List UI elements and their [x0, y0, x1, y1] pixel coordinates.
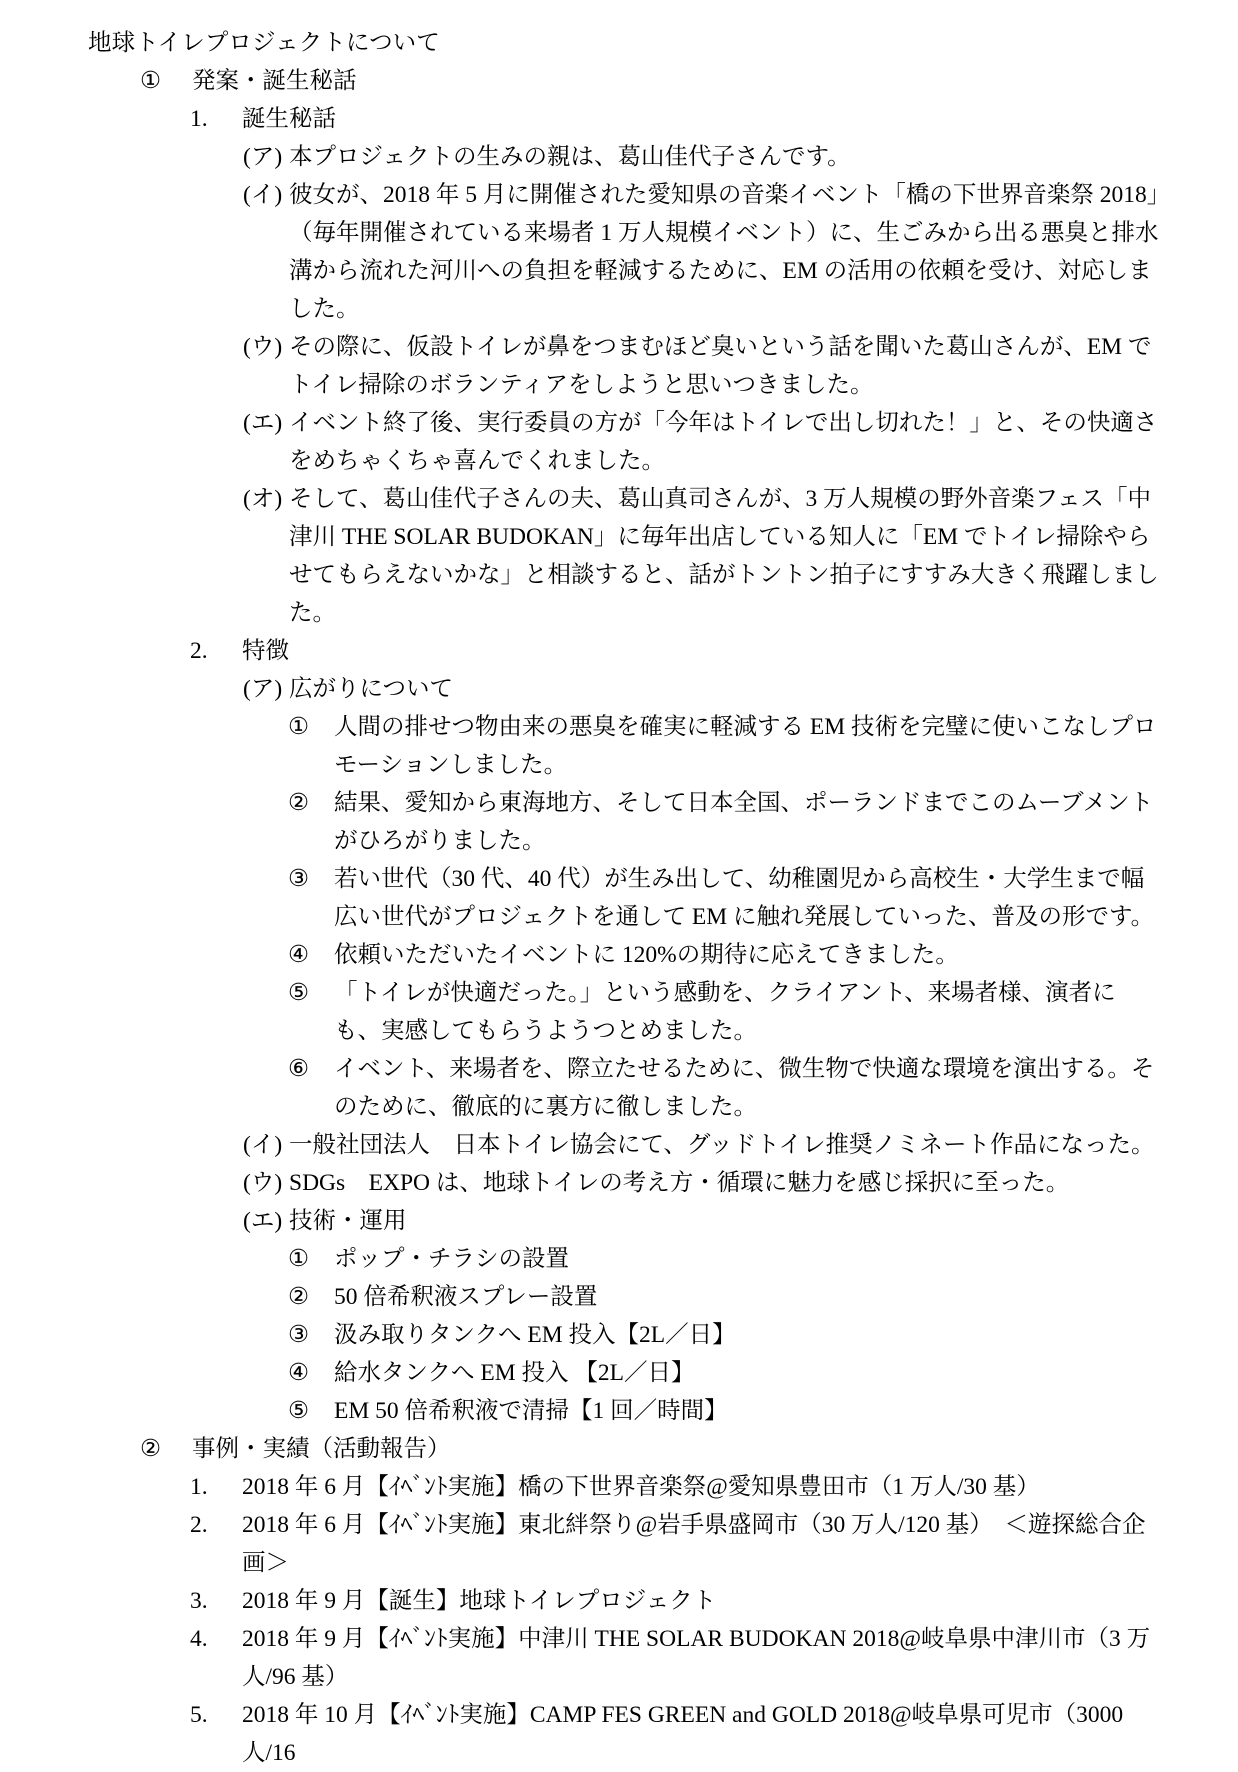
list-item — [0, 1202, 1238, 1240]
record-item — [0, 1468, 1238, 1506]
list-item — [0, 1126, 1238, 1164]
sub-list-item — [0, 1354, 1238, 1392]
subitem-marker: ⑤ — [288, 1398, 310, 1424]
list-item — [0, 176, 1238, 328]
subitem-text: 50 倍希釈液スプレー設置 — [334, 1284, 598, 1310]
subitem-marker: ① — [288, 1246, 310, 1272]
item-text: 一般社団法人 日本トイレ協会にて、グッドトイレ推奨ノミネート作品になった。 — [289, 1132, 1155, 1158]
subitem-text: 結果、愛知から東海地方、そして日本全国、ポーランドまでこのムーブメントがひろがりました。 — [334, 790, 1154, 854]
subitem-marker: ③ — [288, 866, 310, 892]
record-text: 2018 年 9 月【誕生】地球トイレプロジェクト — [242, 1588, 717, 1614]
subitem-text: 依頼いただいたイベントに 120%の期待に応えてきました。 — [334, 942, 959, 968]
list-item — [0, 328, 1238, 404]
document-title: 地球トイレプロジェクトについて — [88, 30, 440, 56]
subitem-marker: ② — [288, 1284, 310, 1310]
list-item — [0, 670, 1238, 708]
section-marker: ① — [140, 68, 162, 94]
record-item — [0, 1506, 1238, 1582]
item-marker: (ア) — [243, 676, 283, 702]
subitem-text: 人間の排せつ物由来の悪臭を確実に軽減する EM 技術を完璧に使いこなしプロモーションしました。 — [334, 714, 1157, 778]
record-text: 2018 年 6 月【ｲﾍﾞﾝﾄ実施】橋の下世界音楽祭@愛知県豊田市（1 万人/30 基） — [242, 1474, 1040, 1500]
subitem-text: EM 50 倍希釈液で清掃【1 回／時間】 — [334, 1398, 728, 1424]
record-item — [0, 1696, 1238, 1772]
sub-list-item — [0, 708, 1238, 784]
sub-list-item — [0, 860, 1238, 936]
sub-list-item — [0, 1278, 1238, 1316]
subsection-marker: 2. — [190, 638, 208, 664]
item-marker: (エ) — [243, 410, 283, 436]
record-marker: 3. — [190, 1588, 208, 1614]
subsection-heading — [0, 632, 1238, 670]
subsection-heading-text: 特徴 — [242, 638, 289, 664]
item-marker: (ア) — [243, 144, 283, 170]
item-marker: (ウ) — [243, 334, 283, 360]
item-text: 技術・運用 — [289, 1208, 407, 1234]
record-marker: 5. — [190, 1702, 208, 1728]
sub-list-item — [0, 974, 1238, 1050]
item-marker: (イ) — [243, 1132, 283, 1158]
subitem-marker: ① — [288, 714, 310, 740]
section-heading-text: 発案・誕生秘話 — [192, 68, 357, 94]
sub-list-item — [0, 1316, 1238, 1354]
sub-list-item — [0, 1050, 1238, 1126]
item-text: その際に、仮設トイレが鼻をつまむほど臭いという話を聞いた葛山さんが、EM でトイレ掃除のボランティアをしようと思いつきました。 — [289, 334, 1152, 398]
subitem-text: 若い世代（30 代、40 代）が生み出して、幼稚園児から高校生・大学生まで幅広い世代がプロジェクトを通して EM に触れ発展していった、普及の形です。 — [334, 866, 1155, 930]
list-item — [0, 138, 1238, 176]
subitem-marker: ⑤ — [288, 980, 310, 1006]
item-text: イベント終了後、実行委員の方が「今年はトイレで出し切れた！」と、その快適さをめちゃくちゃ喜んでくれました。 — [289, 410, 1158, 474]
subitem-marker: ② — [288, 790, 310, 816]
subitem-marker: ④ — [288, 1360, 310, 1386]
item-text: 本プロジェクトの生みの親は、葛山佳代子さんです。 — [289, 144, 851, 170]
record-text: 2018 年 6 月【ｲﾍﾞﾝﾄ実施】東北絆祭り@岩手県盛岡市（30 万人/120 基） ＜遊探総合企画＞ — [242, 1512, 1146, 1576]
record-marker: 2. — [190, 1512, 208, 1538]
sub-list-item — [0, 784, 1238, 860]
item-marker: (ウ) — [243, 1170, 283, 1196]
list-item — [0, 1164, 1238, 1202]
subitem-marker: ④ — [288, 942, 310, 968]
list-item — [0, 404, 1238, 480]
subitem-text: 汲み取りタンクへ EM 投入【2L／日】 — [334, 1322, 736, 1348]
subsection-heading — [0, 100, 1238, 138]
item-marker: (エ) — [243, 1208, 283, 1234]
item-marker: (オ) — [243, 486, 283, 512]
record-text: 2018 年 9 月【ｲﾍﾞﾝﾄ実施】中津川 THE SOLAR BUDOKAN 2018@岐阜県中津川市（3 万人/96 基） — [242, 1626, 1151, 1690]
section-heading-text: 事例・実績（活動報告） — [192, 1436, 451, 1462]
subitem-marker: ⑥ — [288, 1056, 310, 1082]
subsection-marker: 1. — [190, 106, 208, 132]
item-text: 広がりについて — [289, 676, 454, 702]
subitem-text: 「トイレが快適だった。」という感動を、クライアント、来場者様、演者にも、実感してもらうようつとめました。 — [334, 980, 1116, 1044]
record-text: 2018 年 10 月【ｲﾍﾞﾝﾄ実施】CAMP FES GREEN and GOLD 2018@岐阜県可児市（3000 人/16 — [242, 1702, 1124, 1766]
item-text: そして、葛山佳代子さんの夫、葛山真司さんが、3 万人規模の野外音楽フェス「中津川 THE SOLAR BUDOKAN」に毎年出店している知人に「EM でトイレ掃除やらせてもらえないかな」と相談すると、話がトントン拍子にすすみ大きく飛躍しました。 — [289, 486, 1159, 626]
section-heading — [0, 1430, 1238, 1468]
list-item — [0, 480, 1238, 632]
sub-list-item — [0, 936, 1238, 974]
section-heading — [0, 62, 1238, 100]
subitem-text: 給水タンクへ EM 投入 【2L／日】 — [334, 1360, 695, 1386]
section-marker: ② — [140, 1436, 162, 1462]
item-text: 彼女が、2018 年 5 月に開催された愛知県の音楽イベント「橋の下世界音楽祭 2018」（毎年開催されている来場者 1 万人規模イベント）に、生ごみから出る悪臭と排水溝から流れた河川への負担を軽減するために、EM の活用の依頼を受け、対応しました。 — [289, 182, 1159, 322]
subitem-text: ポップ・チラシの設置 — [334, 1246, 569, 1272]
record-item — [0, 1620, 1238, 1696]
item-text: SDGs EXPO は、地球トイレの考え方・循環に魅力を感じ採択に至った。 — [289, 1170, 1070, 1196]
record-marker: 1. — [190, 1474, 208, 1500]
subsection-heading-text: 誕生秘話 — [242, 106, 336, 132]
sub-list-item — [0, 1240, 1238, 1278]
subitem-text: イベント、来場者を、際立たせるために、微生物で快適な環境を演出する。そのために、徹底的に裏方に徹しました。 — [334, 1056, 1155, 1120]
record-marker: 4. — [190, 1626, 208, 1652]
subitem-marker: ③ — [288, 1322, 310, 1348]
record-item — [0, 1582, 1238, 1620]
item-marker: (イ) — [243, 182, 283, 208]
sub-list-item — [0, 1392, 1238, 1430]
